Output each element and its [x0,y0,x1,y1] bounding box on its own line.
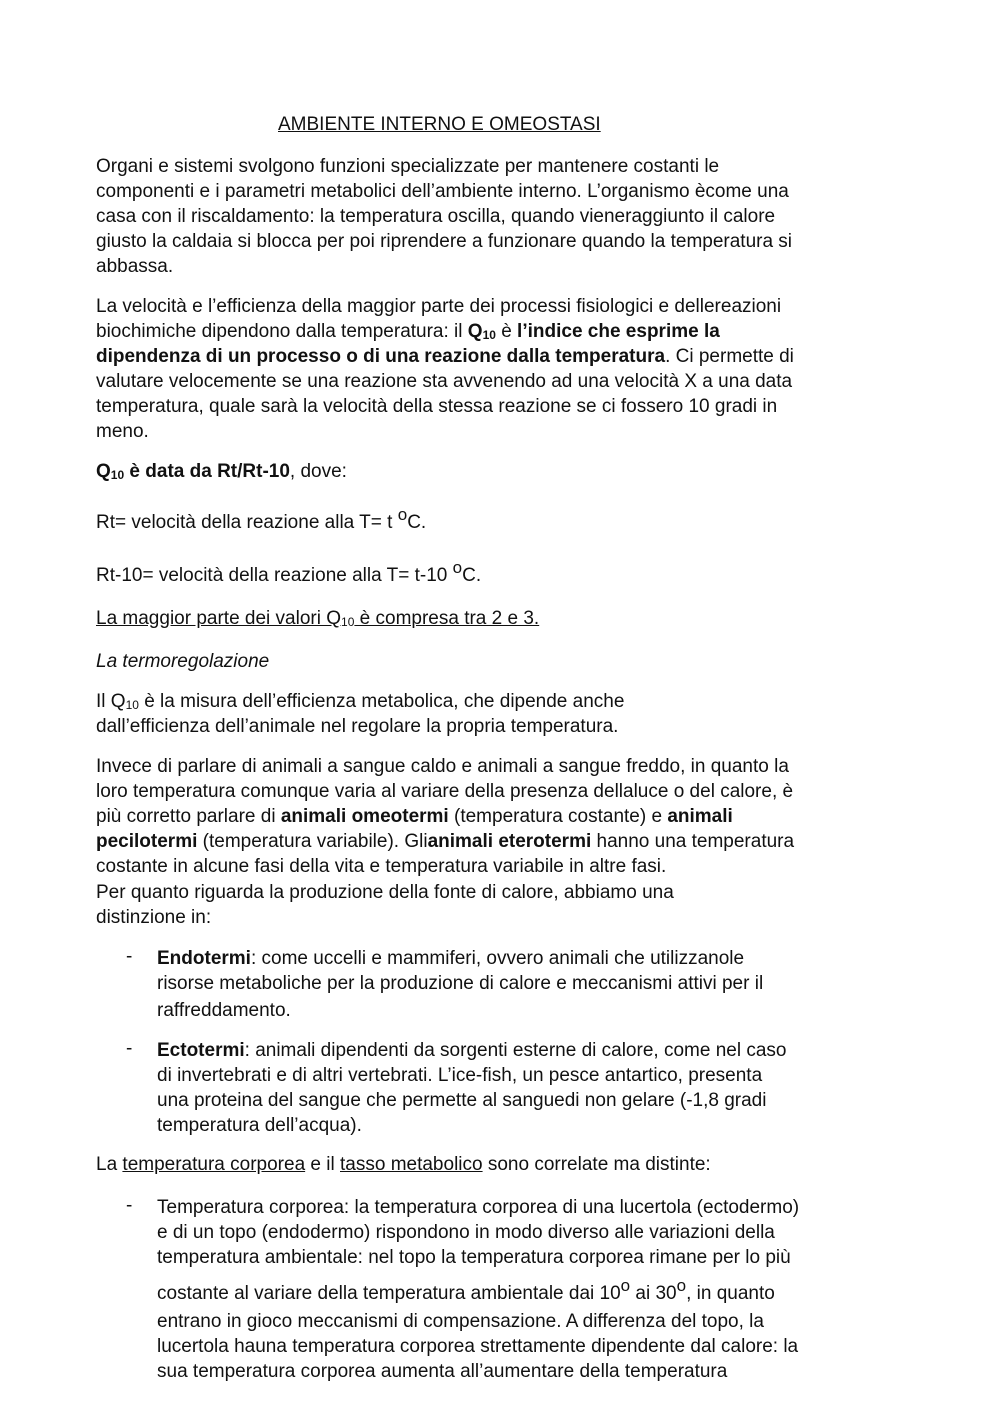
degree-superscript: o [620,1276,631,1295]
q10-symbol [96,461,124,482]
bullet-endotermi-line-2: risorse metaboliche per la produzione di calore e meccanismi attivi per il [157,973,764,994]
bullet-temperatura-line-3: temperatura ambientale: nel topo la temperatura corporea rimane per lo più [157,1247,791,1268]
text-span: è compresa tra 2 e 3. [354,608,540,629]
bullet-temperatura-line-2: e di un topo (endodermo) rispondono in modo diverso alle variazioni della [157,1222,775,1243]
degree-superscript: o [397,505,408,524]
text-span: (temperatura costante) e [448,806,668,827]
rt10-formula [96,558,482,588]
bold-term: Endotermi [157,948,251,969]
paragraph-4-line-1: Invece di parlare di animali a sangue caldo e animali a sangue freddo, in quanto la [96,756,789,777]
q10-symbol [468,321,496,342]
q-letter: Q [467,321,483,342]
paragraph-3-line-1 [96,689,624,714]
paragraph-4-line-3 [96,804,733,829]
bullet-temperatura-line-7: sua temperatura corporea aumenta all’aumentare della temperatura [157,1361,728,1382]
bullet-dash: - [126,1195,133,1216]
bullet-dash: - [126,1038,133,1059]
bold-term: animali [667,806,733,827]
bullet-temperatura-line-1: Temperatura corporea: la temperatura corporea di una lucertola (ectodermo) [157,1197,800,1218]
section-heading-termoregolazione: La termoregolazione [96,651,270,672]
paragraph-2-line-1: La velocità e l’efficienza della maggior parte dei processi fisiologici e dellereazioni [96,296,782,317]
paragraph-1-line-2: componenti e i parametri metabolici dell’ambiente interno. L’organismo ècome una [96,181,789,202]
text-span: La [96,1154,123,1175]
unit-text: C. [462,565,482,586]
paragraph-1-line-4: giusto la caldaia si blocca per poi riprendere a funzionare quando la temperatura si [96,231,793,252]
paragraph-4-line-4 [96,829,794,854]
unit-text: C. [407,512,427,533]
paragraph-4-line-5: costante in alcune fasi della vita e temperatura variabile in altre fasi. [96,856,667,877]
bold-definition: dipendenza di un processo o di una reazione dalla temperatura [96,346,666,367]
text-span: (temperatura variabile). Gli [197,831,428,852]
paragraph-5 [96,1152,711,1177]
q10-subscript: 10 [482,328,496,342]
paragraph-2-line-6: meno. [96,421,149,442]
q10-subscript: 10 [125,698,139,712]
text-span: è la misura dell’efficienza metabolica, che dipende anche [138,691,625,712]
bullet-endotermi-line-1 [157,946,744,971]
text-span: Il Q [96,691,126,712]
bullet-dash: - [126,946,133,967]
rt-formula [96,505,427,535]
paragraph-4-line-2: loro temperatura comunque varia al variare della presenza dellaluce o del calore, è [96,781,794,802]
text-span: : animali dipendenti da sorgenti esterne di calore, come nel caso [244,1040,787,1061]
text-span: La maggior parte dei valori Q [96,608,342,629]
text-span: e il [305,1154,340,1175]
text-span: , in quanto [686,1283,775,1304]
bullet-ectotermi-line-4: temperatura dell’acqua). [157,1115,362,1136]
paragraph-4-line-6: Per quanto riguarda la produzione della fonte di calore, abbiamo una [96,882,674,903]
paragraph-2-line-3 [96,344,794,369]
paragraph-4-line-7: distinzione in: [96,907,212,928]
bold-term: animali omeotermi [280,806,449,827]
q10-definition [96,459,347,484]
underlined-term: tasso metabolico [340,1154,483,1175]
bold-term: animali eterotermi [427,831,592,852]
bullet-ectotermi-line-2: di invertebrati e di altri vertebrati. L’ice-fish, un pesce antartico, presenta [157,1065,763,1086]
text-span: Rt= velocità della reazione alla T= t [96,512,398,533]
paragraph-2-line-4: valutare velocemente se una reazione sta avvenendo ad una velocità X a una data [96,371,793,392]
q10-range-statement [96,606,539,631]
paragraph-3-line-2: dall’efficienza dell’animale nel regolare la propria temperatura. [96,716,619,737]
paragraph-2-line-2 [96,319,720,344]
bullet-temperatura-line-4 [157,1276,775,1306]
bold-term: pecilotermi [96,831,198,852]
text-span: è [495,321,518,342]
q10-subscript: 10 [341,615,355,629]
bold-formula: è data da Rt/Rt-10 [124,461,290,482]
text-span: sono correlate ma distinte: [482,1154,711,1175]
text-span: costante al variare della temperatura ambientale dai 10 [157,1283,621,1304]
text-span: , dove: [289,461,347,482]
bold-term: Ectotermi [157,1040,245,1061]
bullet-temperatura-line-6: lucertola hauna temperatura corporea strettamente dipendente dal calore: la [157,1336,799,1357]
text-span: hanno una temperatura [591,831,795,852]
text-span: biochimiche dipendono dalla temperatura: il [96,321,468,342]
paragraph-1-line-1: Organi e sistemi svolgono funzioni specializzate per mantenere costanti le [96,156,720,177]
text-span: più corretto parlare di [96,806,281,827]
underlined-term: temperatura corporea [122,1154,306,1175]
q10-subscript: 10 [110,468,125,482]
paragraph-1-line-3: casa con il riscaldamento: la temperatura oscilla, quando vieneraggiunto il calore [96,206,776,227]
q-letter: Q [96,461,111,482]
bullet-endotermi-line-3: raffreddamento. [157,1000,291,1021]
text-span: Rt-10= velocità della reazione alla T= t-10 [96,565,453,586]
degree-superscript: o [452,558,463,577]
text-span: : come uccelli e mammiferi, ovvero animali che utilizzanole [250,948,745,969]
text-span: ai 30 [630,1283,677,1304]
paragraph-2-line-5: temperatura, quale sarà la velocità della stessa reazione se ci fossero 10 gradi in [96,396,778,417]
page-title: AMBIENTE INTERNO E OMEOSTASI [278,114,601,135]
bold-definition: l’indice che esprime la [517,321,720,342]
bullet-temperatura-line-5: entrano in gioco meccanismi di compensazione. A differenza del topo, la [157,1311,764,1332]
bullet-ectotermi-line-1 [157,1038,786,1063]
paragraph-1-line-5: abbassa. [96,256,174,277]
text-span: . Ci permette di [665,346,794,367]
bullet-ectotermi-line-3: una proteina del sangue che permette al sanguedi non gelare (-1,8 gradi [157,1090,767,1111]
degree-superscript: o [676,1276,687,1295]
